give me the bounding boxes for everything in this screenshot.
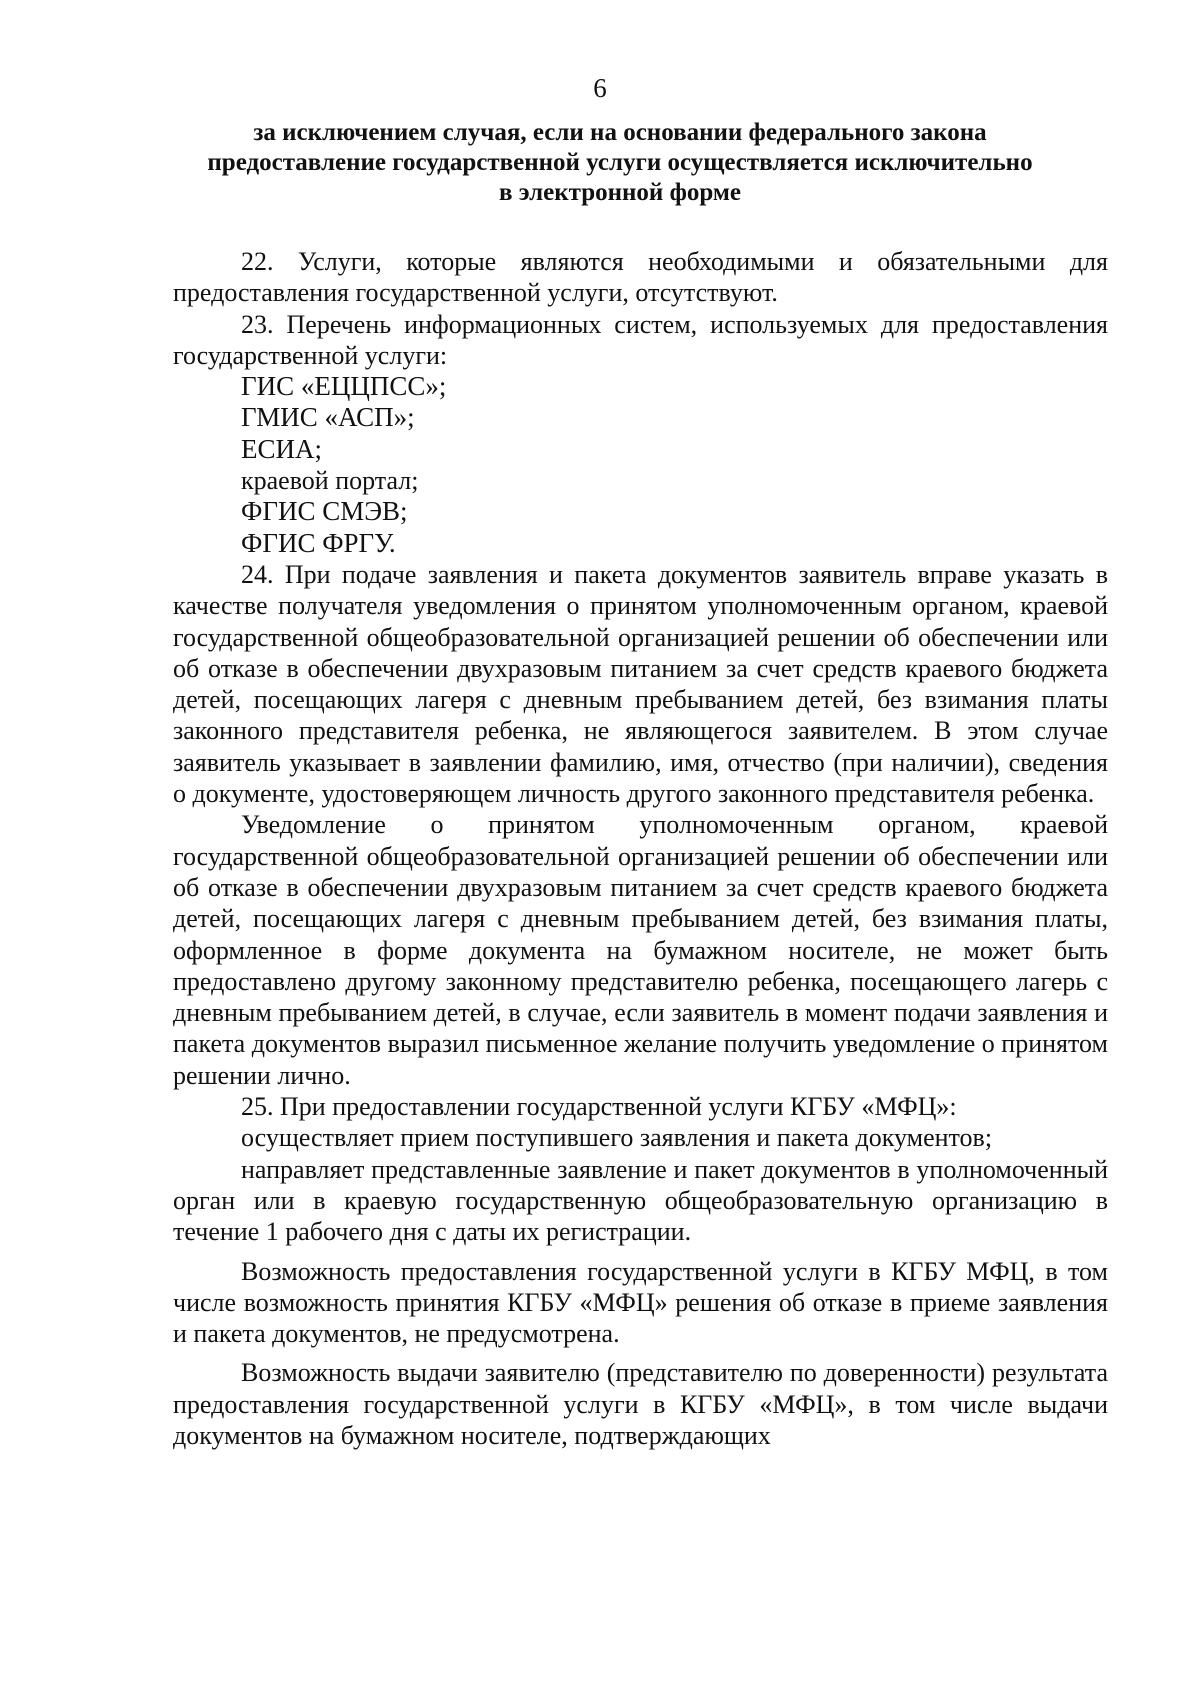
- paragraph-25-item: осуществляет прием поступившего заявления и пакета документов;: [241, 1123, 993, 1153]
- system-list-item: ГИС «ЕЦЦПСС»;: [241, 371, 447, 402]
- paragraph-23: 23. Перечень информационных систем, используемых для предоставления государственной услуги:: [173, 309, 1108, 370]
- paragraph-24: 24. При подаче заявления и пакета документов заявитель вправе указать в качестве получателя уведомления о принятом уполномоченным органом, краевой государственной общеобразовательной организацией решении об обеспечении или об отказе в обеспечении двухразовым питанием за счет средств краевого бюджета детей, посещающих лагеря с дневным пребыванием детей, без взимания платы законного представителя ребенка, не являющегося заявителем. В этом случае заявитель указывает в заявлении фамилию, имя, отчество (при наличии), сведения о документе, удостоверяющем личность другого законного представителя ребенка.: [173, 559, 1108, 809]
- paragraph-possibility: Возможность выдачи заявителю (представителю по доверенности) результата предоставления государственной услуги в КГБУ «МФЦ», в том числе выдачи документов на бумажном носителе, подтверждающих: [173, 1358, 1108, 1450]
- paragraph-possibility: Возможность предоставления государственной услуги в КГБУ МФЦ, в том числе возможность принятия КГБУ «МФЦ» решения об отказе в приеме заявления и пакета документов, не предусмотрена.: [173, 1256, 1108, 1349]
- paragraph-25: 25. При предоставлении государственной услуги КГБУ «МФЦ»:: [241, 1092, 957, 1122]
- section-heading-line: за исключением случая, если на основании федерального закона: [253, 119, 987, 146]
- system-list-item: ФГИС СМЭВ;: [241, 496, 408, 527]
- system-list-item: ЕСИА;: [241, 433, 322, 464]
- system-list-item: ФГИС ФРГУ.: [241, 527, 396, 558]
- section-heading-line: предоставление государственной услуги осуществляется исключительно: [207, 149, 1033, 176]
- system-list-item: краевой портал;: [241, 466, 419, 496]
- paragraph-notice: Уведомление о принятом уполномоченным органом, краевой государственной общеобразовательной организацией решении об обеспечении или об отказе в обеспечении двухразовым питанием за счет средств краевого бюджета детей, посещающих лагеря с дневным пребыванием детей, без взимания платы, оформленное в форме документа на бумажном носителе, не может быть предоставлено другому законному представителю ребенка, посещающего лагерь с дневным пребыванием детей, в случае, если заявитель в момент подачи заявления и пакета документов выразил письменное желание получить уведомление о принятом решении лично.: [173, 810, 1108, 1090]
- paragraph-25-item: направляет представленные заявление и пакет документов в уполномоченный орган или в краевую государственную общеобразовательную организацию в течение 1 рабочего дня с даты их регистрации.: [173, 1154, 1108, 1247]
- document-body: [173, 246, 1108, 1451]
- section-heading: [150, 118, 1090, 208]
- system-list-item: ГМИС «АСП»;: [241, 402, 415, 433]
- section-heading-line: в электронной форме: [498, 179, 742, 206]
- paragraph-22: 22. Услуги, которые являются необходимыми и обязательными для предоставления государственной услуги, отсутствуют.: [173, 247, 1108, 308]
- page-number: 6: [593, 73, 607, 103]
